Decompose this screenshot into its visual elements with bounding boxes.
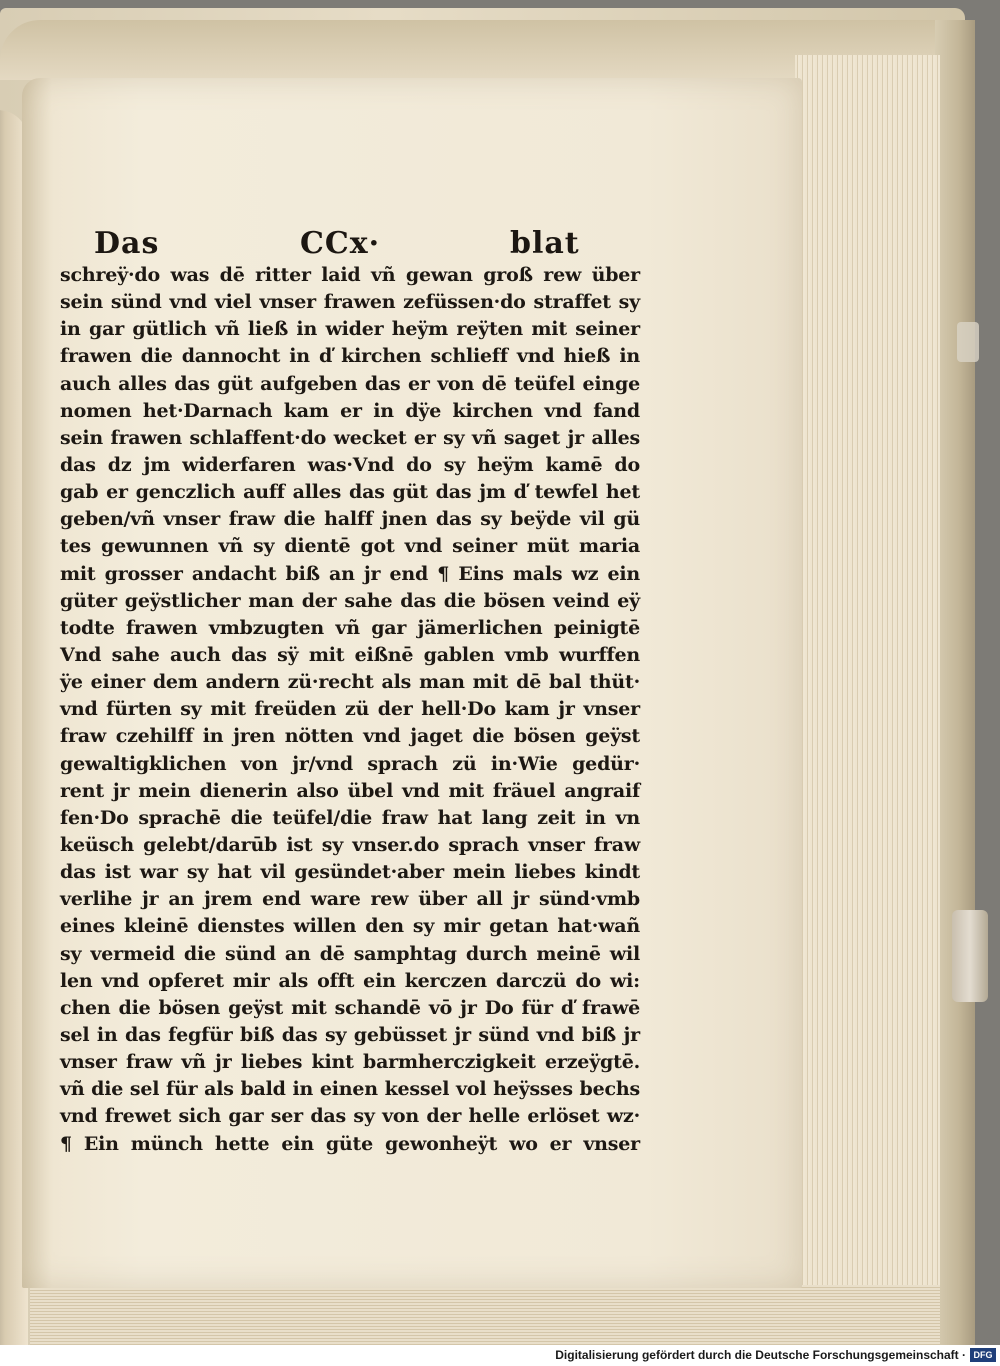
text-line: auch alles das güt aufgeben das er von dē teüfel einge (60, 372, 640, 395)
text-line: ¶ Ein münch hette ein güte gewonheÿt wo er vnser (60, 1132, 640, 1155)
text-line: vnser fraw vñ jr liebes kint barmherczigkeit erzeÿgtē. (60, 1051, 640, 1074)
text-line: güter geÿstlicher man der sahe das die bösen veind eÿ (60, 589, 640, 612)
text-line: das dz jm widerfaren was·Vnd do sy heÿm kamē do (60, 453, 640, 476)
clasp-remnant-top (957, 322, 979, 362)
text-line: len vnd opferet mir als offt ein kerczen darczü do wi: (60, 969, 640, 992)
text-lines (60, 262, 640, 1158)
text-line: mit grosser andacht biß an jr end ¶ Eins mals wz ein (60, 562, 640, 585)
text-line: fraw czehilff in jren nötten vnd jaget die bösen geÿst (60, 725, 640, 748)
running-head-left: Das (94, 226, 160, 261)
running-head-right: blat (510, 226, 580, 261)
folio-number: CCx· (300, 226, 381, 261)
text-line: schreÿ·do was dē ritter laid vñ gewan groß rew über (60, 264, 640, 286)
text-line: todte frawen vmbzugten vñ gar jämerlichen peinigtē (60, 616, 640, 639)
text-line: sel in das fegfür biß das sy gebüsset jr sünd vnd biß jr (60, 1023, 640, 1046)
text-line: fen·Do sprachē die teüfel/die fraw hat lang zeit in vn (60, 806, 640, 829)
text-line: tes gewunnen vñ sy dientē got vnd seiner müt maria (60, 535, 640, 558)
clasp-remnant-bottom (952, 910, 988, 1002)
page-bottom-edge (30, 1285, 940, 1345)
running-head (60, 226, 640, 262)
text-line: vñ die sel für als bald in einen kessel vol heÿsses bechs (60, 1078, 640, 1101)
footer-bar (0, 1345, 1000, 1366)
text-line: keüsch gelebt/darūb ist sy vnser.do sprach vnser fraw (60, 833, 640, 856)
text-line: chen die bösen geÿst mit schandē vō jr Do für ď frawē (60, 996, 640, 1019)
text-line: sein frawen schlaffent·do wecket er sy vñ saget jr alles (60, 426, 640, 449)
dfg-logo-icon: DFG (970, 1348, 996, 1362)
funding-credit: Digitalisierung gefördert durch die Deutsche Forschungsgemeinschaft · (555, 1348, 966, 1362)
text-line: eines kleinē dienstes willen den sy mir getan hat·wañ (60, 915, 640, 938)
text-line: vnd frewet sich gar ser das sy von der helle erlöset wz· (60, 1105, 640, 1128)
text-line: gewaltigklichen von jr/vnd sprach zü in·Wie gedür· (60, 752, 640, 775)
text-line: gab er genczlich auff alles das güt das jm ď tewfel het (60, 481, 640, 504)
text-line: sein sünd vnd viel vnser frawen zefüssen·do straffet sy (60, 291, 640, 314)
text-line: das ist war sy hat vil gesündet·aber mein liebes kindt (60, 861, 640, 884)
text-line: rent jr mein dienerin also übel vnd mit fräuel angraif (60, 779, 640, 802)
text-line: in gar gütlich vñ ließ in wider heÿm reÿten mit seiner (60, 318, 640, 341)
text-line: ÿe einer dem andern zü·recht als man mit dē bal thüt· (60, 671, 640, 694)
text-line: frawen die dannocht in ď kirchen schlieff vnd hieß in (60, 345, 640, 368)
text-line: Vnd sahe auch das sÿ mit eißnē gablen vmb wurffen (60, 643, 640, 666)
book-cover-right-edge (935, 20, 975, 1345)
page-fore-edge (795, 55, 940, 1345)
page-text-block (60, 226, 640, 1158)
text-line: geben/vñ vnser fraw die halff jnen das sy beÿde vil gü (60, 508, 640, 531)
text-line: nomen het·Darnach kam er in dÿe kirchen vnd fand (60, 399, 640, 422)
text-line: sy vermeid die sünd an dē samphtag durch meinē wil (60, 942, 640, 965)
text-line: vnd fürten sy mit freüden zü der hell·Do kam jr vnser (60, 698, 640, 721)
text-line: verlihe jr an jrem end ware rew über all jr sünd·vmb (60, 888, 640, 911)
